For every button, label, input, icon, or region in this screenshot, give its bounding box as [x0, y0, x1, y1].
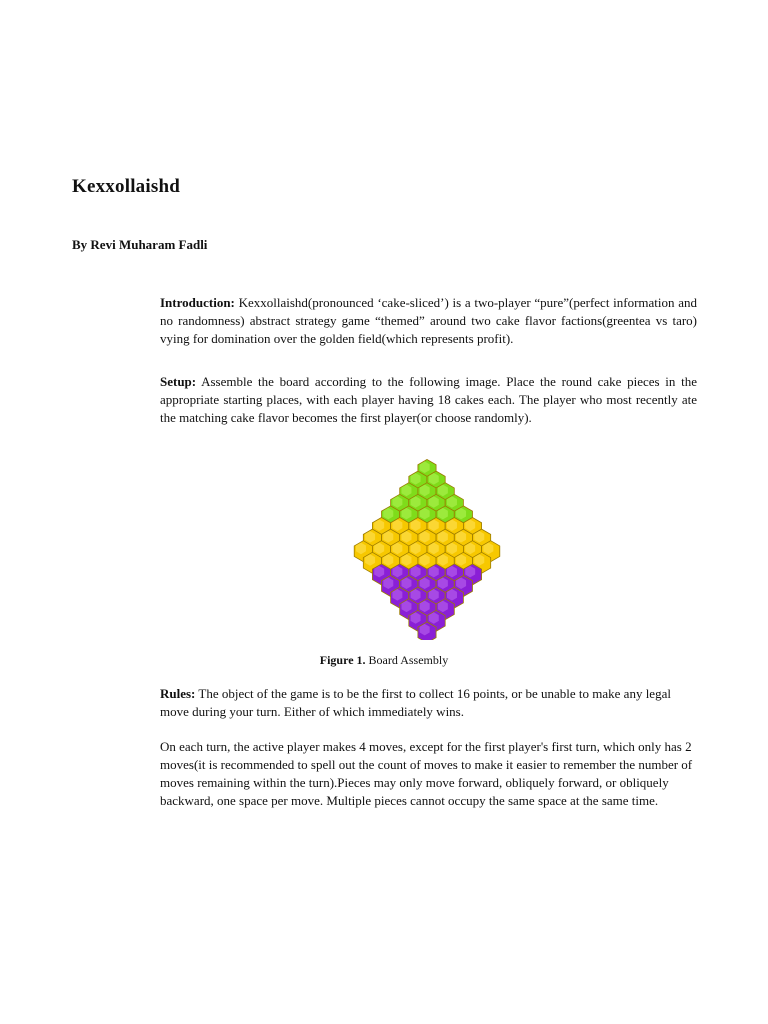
document-title: Kexxollaishd — [72, 176, 180, 197]
setup-text: Assemble the board according to the following image. Place the round cake pieces in the appropriate starting places, with each player having 18 cakes each. The player who most recently ate the matching cake flavor becomes the first player(or choose randomly). — [160, 374, 697, 425]
setup-paragraph — [160, 373, 697, 427]
introduction-paragraph — [160, 294, 697, 348]
introduction-heading: Introduction: — [160, 295, 235, 310]
rules-text: The object of the game is to be the first to collect 16 points, or be unable to make any legal move during your turn. Either of which immediately wins. — [160, 686, 671, 719]
figure-caption-text: Board Assembly — [365, 653, 449, 667]
setup-heading: Setup: — [160, 374, 197, 389]
figure-label: Figure 1. — [319, 653, 366, 667]
rules-heading: Rules: — [160, 686, 196, 701]
rules-paragraph — [160, 685, 697, 721]
author-byline: By Revi Muharam Fadli — [72, 237, 208, 252]
board-assembly-figure — [284, 458, 570, 640]
turns-paragraph: On each turn, the active player makes 4 moves, except for the first player's first turn, which only has 2 moves(it is recommended to spell out the count of moves to make it easier to remember the number of moves remaining within the turn).Pieces may only move forward, obliquely forward, or obliquely backward, one space per move. Multiple pieces cannot occupy the same space at the same time. — [160, 739, 693, 808]
figure-caption — [0, 653, 768, 668]
introduction-text: Kexxollaishd(pronounced ‘cake-sliced’) is a two-player “pure”(perfect information and no randomness) abstract strategy game “themed” around two cake flavor factions(greentea vs taro) vying for domination over the golden field(which represents profit). — [160, 295, 697, 346]
